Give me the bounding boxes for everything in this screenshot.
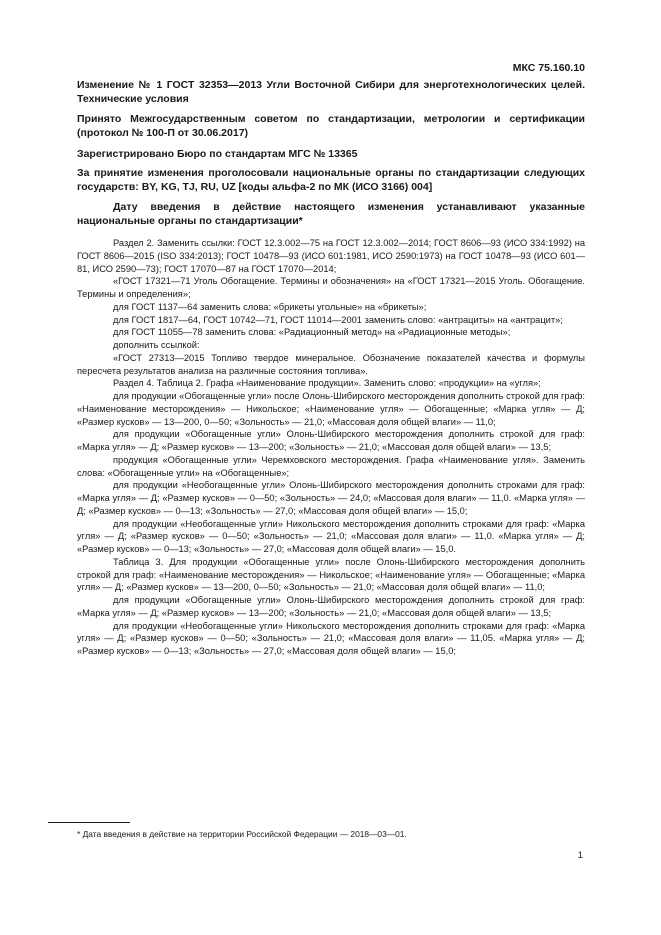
paragraph: для продукции «Обогащенные угли» после Олонь-Шибирского месторождения дополнить строкой для граф: «Наименование месторождения» — Никольское; «Наименование угля» — Обогащенные; «Марка угля» — Д; «Размер кусков» — 13—200, 0—50; «Зольность» — 21,0; «Массовая доля общей влаги» — 11,0; — [77, 391, 585, 427]
paragraph: для продукции «Необогащенные угли» Никольского месторождения дополнить строками для граф: «Марка угля» — Д; «Размер кусков» — 0—50; «Зольность» — 21,0; «Массовая доля влаги» — 11,0. «Марка угля» — Д; «Размер кусков» — 0—13; «Зольность» — 27,0; «Массовая доля общей влаги» — 15,0. — [77, 518, 585, 554]
paragraph: «ГОСТ 27313—2015 Топливо твердое минеральное. Обозначение показателей качества и формулы пересчета результатов анализа на различные состояния топлива». — [77, 352, 585, 376]
paragraph: Таблица 3. Для продукции «Обогащенные угли» после Олонь-Шибирского месторождения дополнить строкой для граф: «Наименование месторождения» — Никольское; «Наименование угля» — Обогащенные; «Марка угля» — Д; «Размер кусков» — 13—200, 0—50; «Зольность» — 21,0; «Массовая доля общей влаги» — 11,0; — [77, 556, 585, 593]
adoption-info: Принято Межгосударственным советом по стандартизации, метрологии и сертификации (протокол № 100-П от 30.06.2017) — [77, 113, 585, 140]
footnote-divider — [48, 822, 130, 823]
paragraph: для продукции «Необогащенные угли» Олонь-Шибирского месторождения дополнить строками для граф: «Марка угля» — Д; «Размер кусков» — 0—50; «Зольность» — 24,0; «Массовая доля влаги» — 11,0. «Марка угля» — Д; «Размер кусков» — 0—13; «Зольность» — 27,0; «Массовая доля общей влаги» — 15,0; — [77, 480, 585, 516]
amendment-body — [77, 237, 585, 658]
footnote: * Дата введения в действие на территории Российской Федерации — 2018—03—01. — [77, 829, 407, 839]
paragraph: Раздел 4. Таблица 2. Графа «Наименование продукции». Заменить слово: «продукции» на «угля»; — [113, 378, 541, 389]
amendment-title: Изменение № 1 ГОСТ 32353—2013 Угли Восточной Сибири для энерготехнологических целей. Технические условия — [77, 79, 585, 106]
paragraph: для продукции «Обогащенные угли» Олонь-Шибирского месторождения дополнить строкой для граф: «Марка угля» — Д; «Размер кусков» — 13—200; «Зольность» — 21,0; «Массовая доля общей влаги» — 13,5; — [77, 429, 585, 452]
page-number: 1 — [577, 850, 583, 861]
effective-date-note: Дату введения в действие настоящего изменения устанавливают указанные национальные органы по стандартизации* — [77, 201, 585, 228]
voting-info: За принятие изменения проголосовали национальные органы по стандартизации следующих государств: BY, KG, TJ, RU, UZ [коды альфа-2 по МК (ИСО 3166) 004] — [77, 167, 585, 194]
paragraph: для продукции «Обогащенные угли» Олонь-Шибирского месторождения дополнить строкой для граф: «Марка угля» — Д; «Размер кусков» — 13—200; «Зольность» — 21,0; «Массовая доля общей влаги» — 13,5; — [77, 595, 585, 618]
paragraph: Раздел 2. Заменить ссылки: ГОСТ 12.3.002—75 на ГОСТ 12.3.002—2014; ГОСТ 8606—93 (ИСО 334:1992) на ГОСТ 8606—2015 (ISO 334:2013); ГОСТ 10478—93 (ИСО 601:1981, ИСО 2590:1973) на ГОСТ 10478—93 (ИСО 601—81, ИСО 2590—73); ГОСТ 17070—87 на ГОСТ 17070—2014; — [77, 238, 585, 274]
paragraph: продукция «Обогащенные угли» Черемховского месторождения. Графа «Наименование угля». Заменить слова: «Обогащенные угли» на «Обогащенные»; — [77, 454, 585, 478]
registration-info: Зарегистрировано Бюро по стандартам МГС № 13365 — [77, 148, 358, 160]
paragraph: для продукции «Необогащенные угли» Никольского месторождения дополнить строками для граф: «Марка угля» — Д; «Размер кусков» — 0—50; «Зольность» — 21,0; «Массовая доля влаги» — 11,05. «Марка угля» — Д; «Размер кусков» — 0—13; «Зольность» — 27,0; «Массовая доля общей влаги» — 15,0; — [77, 620, 585, 656]
paragraph: «ГОСТ 17321—71 Уголь Обогащение. Термины и обозначения» на «ГОСТ 17321—2015 Уголь. Обогащение. Термины и определения»; — [77, 276, 585, 299]
paragraph: для ГОСТ 1817—64, ГОСТ 10742—71, ГОСТ 11014—2001 заменить слово: «антрациты» на «антрацит»; — [113, 314, 563, 325]
paragraph: дополнить ссылкой: — [113, 340, 200, 350]
classification-code: МКС 75.160.10 — [512, 62, 585, 74]
paragraph: для ГОСТ 1137—64 заменить слова: «брикеты угольные» на «брикеты»; — [113, 301, 427, 312]
paragraph: для ГОСТ 11055—78 заменить слова: «Радиационный метод» на «Радиационные методы»; — [113, 327, 511, 338]
